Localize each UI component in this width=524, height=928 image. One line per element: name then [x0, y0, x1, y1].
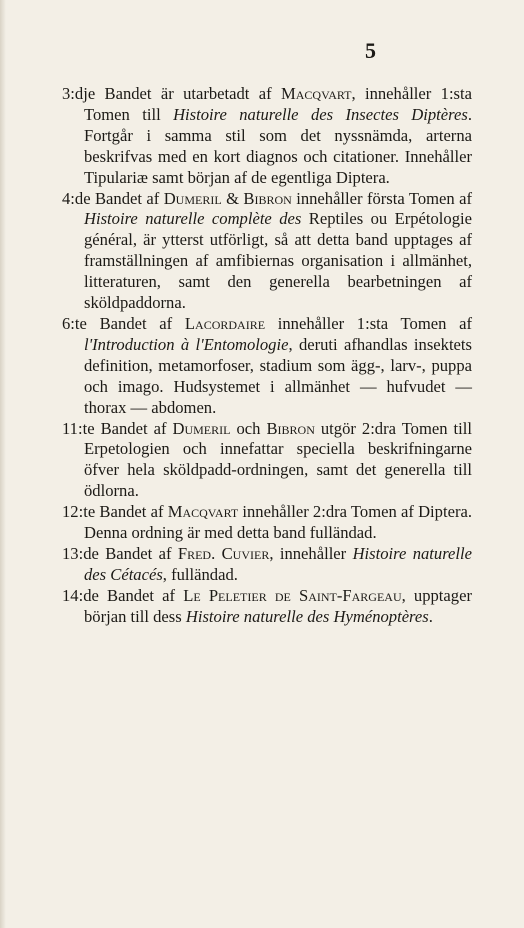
author-name: Bibron [266, 418, 315, 438]
volume-entry [62, 502, 472, 544]
entry-text: utgör 2:dra Tomen till Erpetologien och innefattar speciella beskrifningarne öfver hela sköldpadd-ordningen, samt det generella till ödlorna. [84, 418, 472, 501]
entry-text: 14:de Bandet af [62, 585, 184, 605]
entry-text: , deruti afhandlas insektets definition, metamorfoser, stadium som ägg-, larv-, puppa och imago. Hudsystemet i allmänhet — hufvudet — thorax — abdomen. [84, 334, 472, 417]
page-edge [0, 0, 6, 928]
entry-text: 11:te Bandet af [62, 418, 173, 438]
entry-text: , fulländad. [162, 564, 238, 584]
author-name: Le Peletier de Saint-Fargeau [183, 585, 402, 605]
volume-entry [62, 84, 472, 189]
work-title: Histoire naturelle des Cétacés [84, 543, 472, 584]
author-name: Lacordaire [184, 313, 266, 333]
page-number: 5 [365, 38, 376, 63]
work-title: Histoire naturelle complète des [84, 209, 302, 229]
author-name: Fred. Cuvier [177, 543, 270, 563]
text-body [62, 84, 472, 628]
volume-entry [62, 544, 472, 586]
entry-text: . [428, 606, 433, 626]
entry-text: 4:de Bandet af [62, 188, 164, 208]
volume-entry [62, 419, 472, 503]
volume-entry [62, 586, 472, 628]
work-title: Histoire naturelle des Insectes Diptères [173, 104, 468, 124]
entry-text: och [230, 418, 267, 438]
entry-text: Reptiles ou Erpétologie général, är ytterst utförligt, så att detta band upptages af framställningen af amfibiernas organisation i allmänhet, litteraturen, samt den generella bearbetningen af sköldpaddorna. [84, 209, 472, 313]
entry-text: innehåller första Tomen af [291, 188, 472, 208]
entry-text: , innehåller 1:sta Tomen till [84, 84, 472, 124]
author-name: Macqvart [280, 84, 352, 103]
entry-text: . Fortgår i samma stil som det nyssnämda, arterna beskrifvas med en kort diagnos och citationer. Innehåller Tipulariæ samt början af de egentliga Diptera. [84, 104, 472, 187]
work-title: Histoire naturelle des Hyménoptères [185, 606, 429, 626]
entry-text: 13:de Bandet af [62, 543, 178, 563]
volume-entry [62, 314, 472, 419]
author-name: Dumeril [172, 418, 231, 438]
entry-text: innehåller 2:dra Tomen af Diptera. Denna ordning är med detta band fulländad. [84, 502, 472, 543]
work-title: l'Introduction à l'Entomologie [84, 334, 289, 354]
entry-text: 3:dje Bandet är utarbetadt af [62, 84, 281, 103]
entry-text: 12:te Bandet af [62, 502, 168, 522]
entry-text: & [221, 188, 244, 208]
entry-text: , upptager början till dess [84, 585, 472, 626]
entry-text: innehåller 1:sta Tomen af [265, 313, 472, 333]
entry-text: 6:te Bandet af [62, 313, 185, 333]
author-name: Macqvart [167, 502, 239, 522]
author-name: Dumeril [163, 188, 222, 208]
author-name: Bibron [243, 188, 292, 208]
volume-entry [62, 189, 472, 314]
entry-text: , innehåller [269, 543, 353, 563]
